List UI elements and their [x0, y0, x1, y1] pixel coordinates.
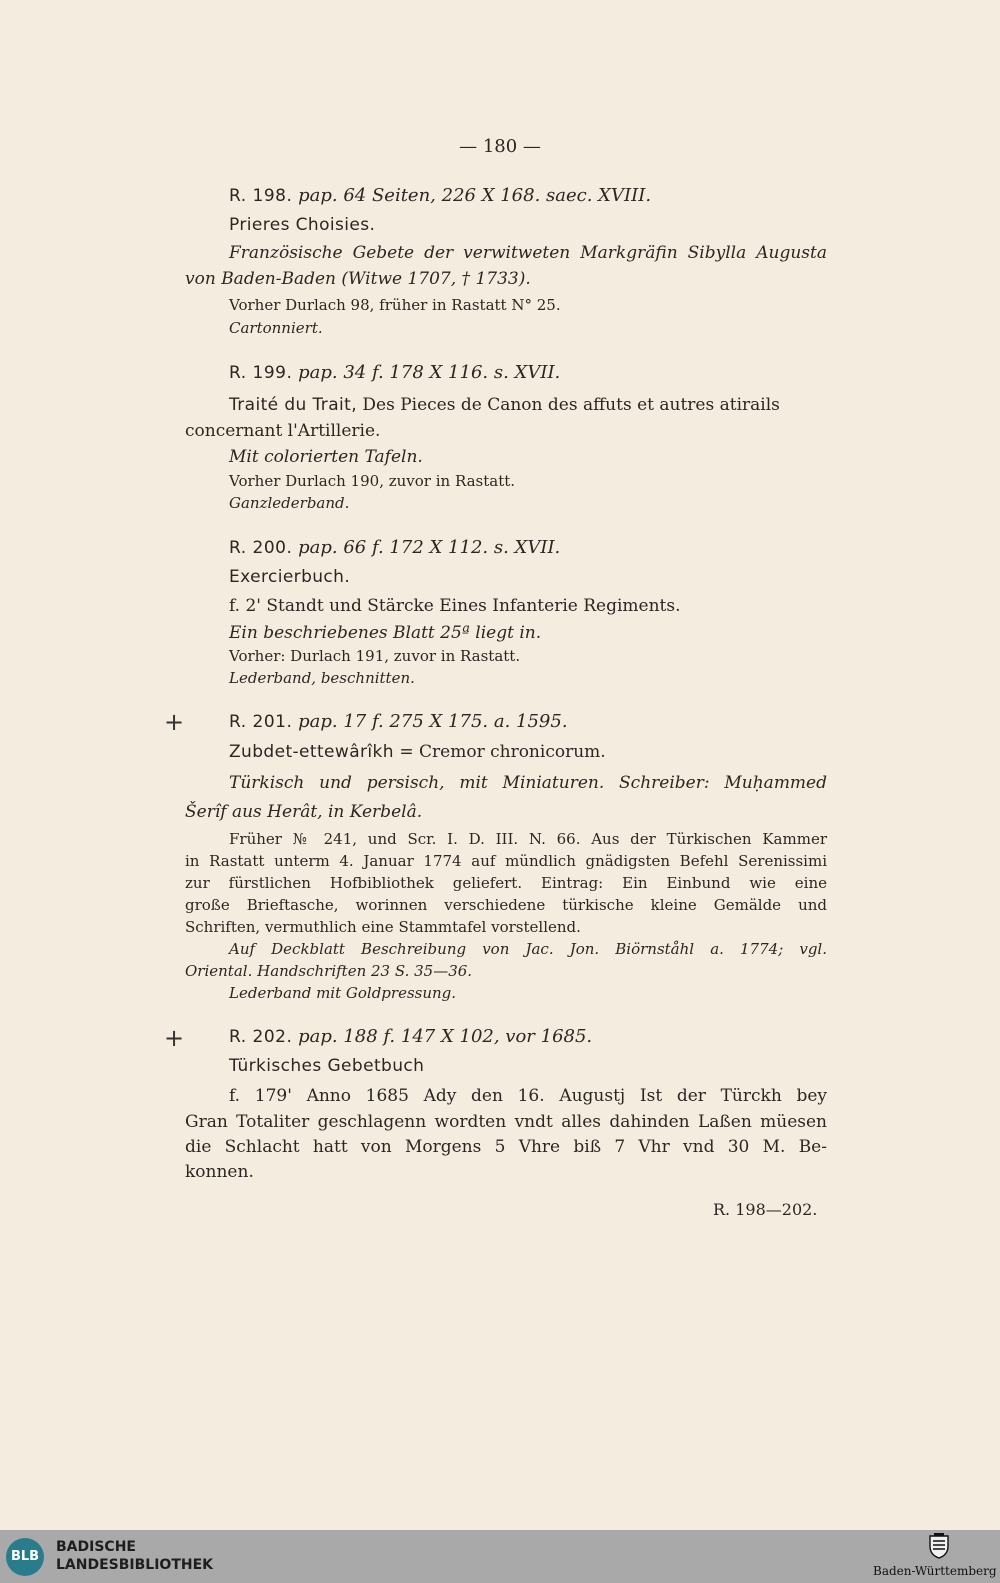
entry-198-desc-line2: von Baden-Baden (Witwe 1707, † 1733).: [185, 269, 531, 289]
entry-199-title-line1: [229, 394, 827, 416]
entry-202-mark: +: [164, 1024, 185, 1052]
entry-201-desc-line1: Türkisch und persisch, mit Miniaturen. Schreiber: Muḥammed: [229, 773, 827, 793]
library-name-line1: BADISCHE: [56, 1539, 136, 1555]
entry-202-text-line2: Gran Totaliter geschlagenn wordten vndt alles dahinden Laßen müesen: [185, 1112, 827, 1132]
entry-201-mark: +: [164, 708, 185, 736]
blb-logo: BLB: [6, 1538, 44, 1576]
entry-202-meta: pap. 188 f. 147 X 102, vor 1685.: [298, 1026, 593, 1047]
entry-199-signature: R. 199.: [229, 363, 293, 383]
entry-198-signature: R. 198.: [229, 186, 293, 206]
library-name: [56, 1538, 213, 1574]
entry-200-binding: Lederband, beschnitten.: [229, 669, 415, 687]
coat-of-arms-icon: [928, 1533, 950, 1559]
entry-199-meta: pap. 34 f. 178 X 116. s. XVII.: [298, 362, 561, 383]
entry-199-header: [229, 362, 560, 383]
entry-201-prov-line3: zur fürstlichen Hofbibliothek geliefert. Eintrag: Ein Einbund wie eine: [185, 874, 827, 892]
entry-200-title: Exercierbuch.: [229, 567, 351, 587]
page-number: — 180 —: [459, 136, 541, 157]
entry-200-signature: R. 200.: [229, 538, 293, 558]
page-range: R. 198—202.: [713, 1200, 818, 1219]
entry-201-prov-line1: Früher № 241, und Scr. I. D. III. N. 66. Aus der Türkischen Kammer: [229, 830, 827, 848]
entry-201-signature: R. 201.: [229, 712, 293, 732]
entry-199-provenance: Vorher Durlach 190, zuvor in Rastatt.: [229, 472, 516, 490]
entry-201-ref-line2: Oriental. Handschriften 23 S. 35—36.: [185, 962, 473, 980]
entry-198-header: [229, 185, 651, 206]
entry-201-title-translation: = Cremor chronicorum.: [399, 742, 606, 762]
entry-199-title-line2: concernant l'Artillerie.: [185, 421, 381, 441]
entry-200-provenance: Vorher: Durlach 191, zuvor in Rastatt.: [229, 647, 521, 665]
library-name-line2: LANDESBIBLIOTHEK: [56, 1557, 214, 1573]
entry-198-title: Prieres Choisies.: [229, 215, 376, 235]
entry-201-title: Zubdet-ettewârîkh: [229, 742, 394, 762]
entry-202-text-line4: konnen.: [185, 1162, 254, 1182]
entry-201-prov-line4: große Brieftasche, worinnen verschiedene türkische kleine Gemälde und: [185, 896, 827, 914]
entry-199-title: Traité du Trait,: [229, 395, 357, 415]
entry-201-prov-line2: in Rastatt unterm 4. Januar 1774 auf mündlich gnädigsten Befehl Serenissimi: [185, 852, 827, 870]
entry-202-title: Türkisches Gebetbuch: [229, 1056, 425, 1076]
entry-199-binding: Ganzlederband.: [229, 494, 350, 512]
entry-201-ref-line1: Auf Deckblatt Beschreibung von Jac. Jon. Biörnståhl a. 1774; vgl.: [229, 940, 827, 958]
entry-201-title-line: [229, 741, 606, 763]
entry-202-text-line1: f. 179' Anno 1685 Ady den 16. Augustj Ist der Türckh bey: [229, 1086, 827, 1106]
entry-198-desc-line1: Französische Gebete der verwitweten Markgräfin Sibylla Augusta: [229, 243, 827, 263]
entry-198-binding: Cartonniert.: [229, 319, 323, 337]
entry-198-meta: pap. 64 Seiten, 226 X 168. saec. XVIII.: [298, 185, 652, 206]
entry-202-signature: R. 202.: [229, 1027, 293, 1047]
state-label: Baden-Württemberg: [873, 1564, 997, 1578]
entry-198-provenance: Vorher Durlach 98, früher in Rastatt N° 25.: [229, 296, 561, 314]
entry-201-binding: Lederband mit Goldpressung.: [229, 984, 457, 1002]
entry-201-meta: pap. 17 f. 275 X 175. a. 1595.: [298, 711, 568, 732]
entry-202-text-line3: die Schlacht hatt von Morgens 5 Vhre biß 7 Vhr vnd 30 M. Be-: [185, 1137, 827, 1157]
entry-199-note: Mit colorierten Tafeln.: [229, 447, 423, 467]
entry-201-header: [229, 711, 568, 732]
entry-201-desc-line2: Šerîf aus Herât, in Kerbelâ.: [185, 802, 423, 822]
entry-200-meta: pap. 66 f. 172 X 112. s. XVII.: [298, 537, 561, 558]
entry-199-title-rest: Des Pieces de Canon des affuts et autres atirails: [362, 395, 780, 415]
entry-200-note: Ein beschriebenes Blatt 25ª liegt in.: [229, 623, 542, 643]
entry-200-content: f. 2' Standt und Stärcke Eines Infanterie Regiments.: [229, 596, 681, 616]
footer-bar: [0, 1530, 1000, 1583]
entry-200-header: [229, 537, 560, 558]
entry-202-header: [229, 1026, 592, 1047]
entry-201-prov-line5: Schriften, vermuthlich eine Stammtafel vorstellend.: [185, 918, 581, 936]
